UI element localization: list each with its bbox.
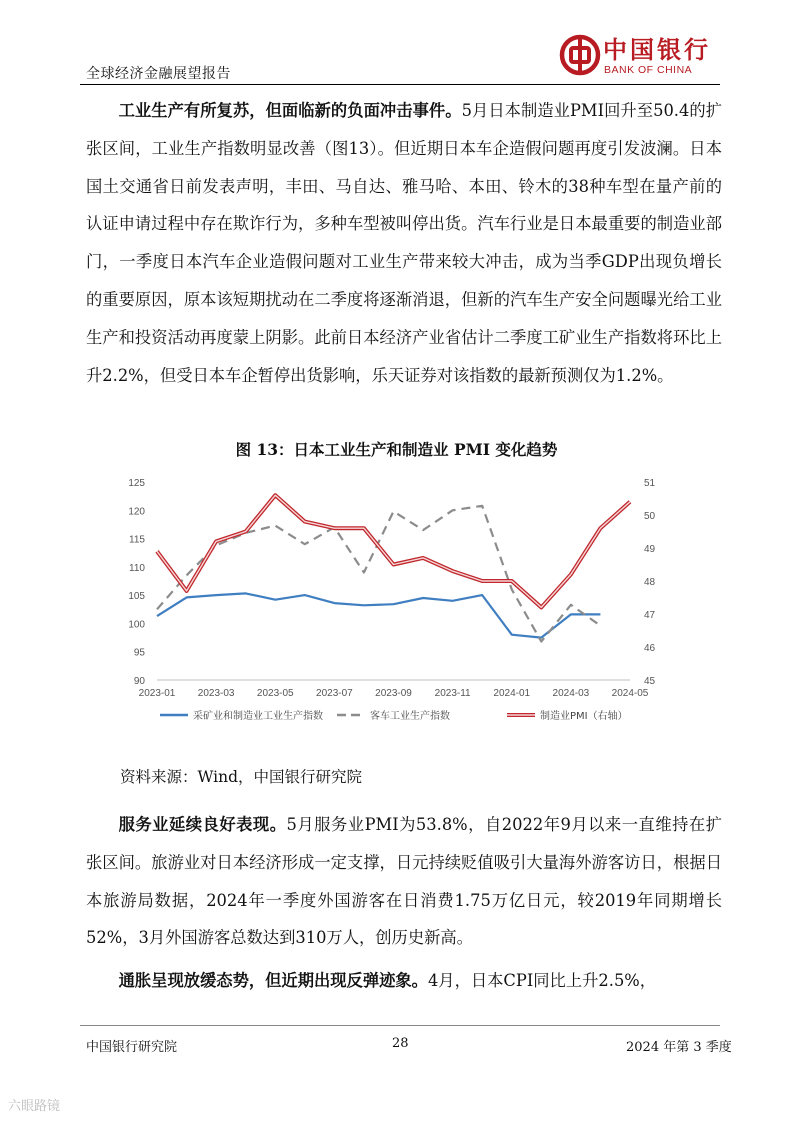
watermark: 六眼路镜 <box>8 1099 61 1114</box>
x-tick-label: 2023-07 <box>316 688 353 699</box>
y-left-tick-label: 120 <box>128 506 145 518</box>
legend-label: 采矿业和制造业工业生产指数 <box>193 711 323 722</box>
paragraph-services <box>86 806 722 957</box>
line-chart <box>112 462 692 732</box>
x-tick-label: 2023-03 <box>197 688 235 699</box>
logo-chinese-name: 中国银行 <box>603 35 711 64</box>
report-title: 全球经济金融展望报告 <box>86 66 231 82</box>
y-left-tick-label: 115 <box>129 534 145 546</box>
y-left-tick-label: 105 <box>128 591 145 603</box>
legend-label: 客车工业生产指数 <box>370 711 450 722</box>
y-left-tick-label: 125 <box>128 478 145 489</box>
x-tick-label: 2023-05 <box>256 688 294 699</box>
x-tick-label: 2023-01 <box>138 688 176 699</box>
y-left-tick-label: 100 <box>128 619 145 631</box>
paragraph-heading: 工业生产有所复苏，但面临新的负面冲击事件。 <box>118 101 462 120</box>
y-left-tick-label: 90 <box>133 676 145 687</box>
y-right-tick-label: 48 <box>644 577 656 588</box>
paragraph-heading: 服务业延续良好表现。 <box>118 815 287 834</box>
footer-period: 2024 年第 3 季度 <box>626 1040 732 1055</box>
series-line-pmi-outer <box>157 495 630 607</box>
legend-label: 制造业PMI（右轴） <box>540 711 628 722</box>
x-tick-label: 2024-01 <box>493 688 531 699</box>
y-right-tick-label: 45 <box>644 676 656 687</box>
logo-english-name: BANK OF CHINA <box>604 64 693 76</box>
x-tick-label: 2024-05 <box>611 688 649 699</box>
y-left-tick-label: 95 <box>133 647 145 659</box>
page-number: 28 <box>392 1036 409 1051</box>
bank-of-china-logo <box>559 30 719 82</box>
paragraph-body: 5月服务业PMI为53.8%，自2022年9月以来一直维持在扩张区间。旅游业对日本经济形成一定支撑，日元持续贬值吸引大量海外游客访日，根据日本旅游局数据，2024年一季度外国游客在日消费1.75万亿日元，较2019年同期增长52%，3月外国游客总数达到310万人，创历史新高。 <box>86 815 722 948</box>
x-tick-label: 2023-09 <box>375 688 412 699</box>
figure-source: 资料来源：Wind，中国银行研究院 <box>120 768 363 786</box>
y-right-tick-label: 47 <box>644 610 656 621</box>
header-divider <box>80 84 720 85</box>
paragraph-body: 5月日本制造业PMI回升至50.4的扩张区间，工业生产指数明显改善（图13）。但近期日本车企造假问题再度引发波澜。日本国土交通省日前发表声明，丰田、马自达、雅马哈、本田、铃木的38种车型在量产前的认证申请过程中存在欺诈行为，多种车型被叫停出货。汽车行业是日本最重要的制造业部门，一季度日本汽车企业造假问题对工业生产带来较大冲击，成为当季GDP出现负增长的重要原因，原本该短期扰动在二季度将逐渐消退，但新的汽车生产安全问题曝光给工业生产和投资活动再度蒙上阴影。此前日本经济产业省估计二季度工矿业生产指数将环比上升2.2%，但受日本车企暂停出货影响，乐天证券对该指数的最新预测仅为1.2%。 <box>86 101 722 385</box>
y-right-tick-label: 46 <box>644 643 656 654</box>
paragraph-inflation <box>86 962 722 1000</box>
footer-divider <box>80 1025 720 1026</box>
y-right-tick-label: 51 <box>644 478 656 489</box>
y-right-tick-label: 50 <box>644 511 656 522</box>
paragraph-industrial-production <box>86 92 722 394</box>
bank-logo-icon <box>559 34 601 76</box>
paragraph-body: 4月，日本CPI同比上升2.5%， <box>427 971 657 990</box>
y-right-tick-label: 49 <box>644 544 656 555</box>
x-tick-label: 2023-11 <box>434 688 471 699</box>
x-tick-label: 2024-03 <box>552 688 590 699</box>
paragraph-heading: 通胀呈现放缓态势，但近期出现反弹迹象。 <box>118 971 428 990</box>
figure-title: 图 13：日本工业生产和制造业 PMI 变化趋势 <box>235 440 558 459</box>
series-line-passenger-car <box>157 506 600 642</box>
y-left-tick-label: 110 <box>129 562 145 574</box>
footer-institution: 中国银行研究院 <box>86 1040 178 1055</box>
